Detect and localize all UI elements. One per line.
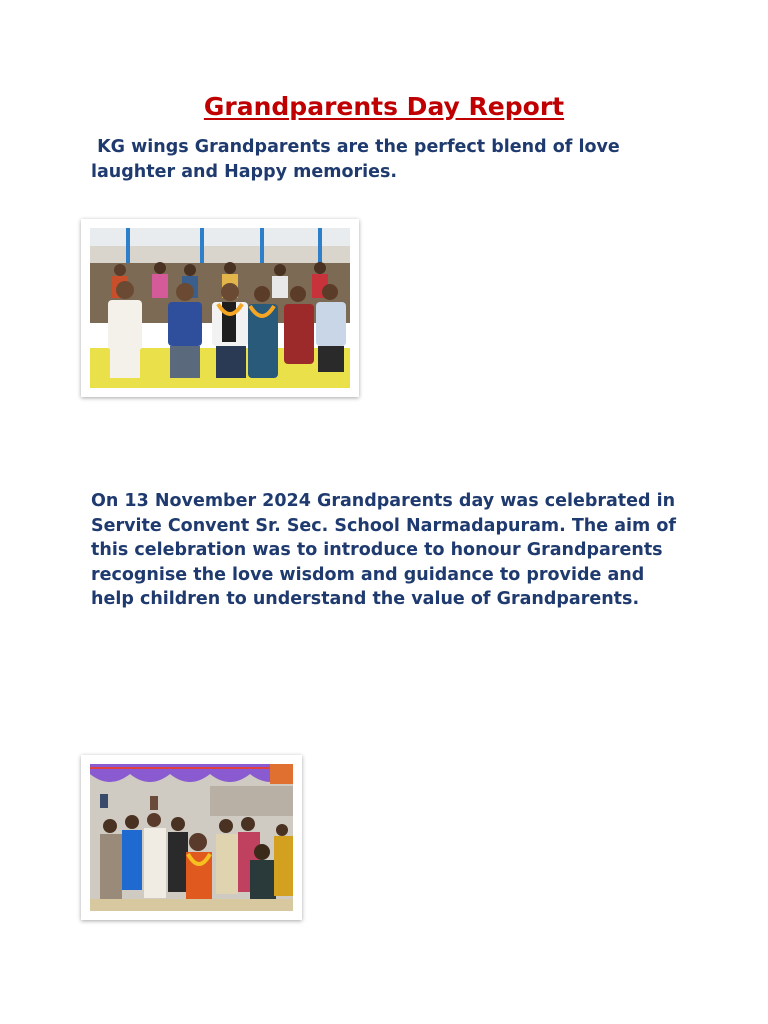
photo-welcome-ceremony-image — [90, 764, 293, 911]
photo-seated-grandparents-image — [90, 228, 350, 388]
photo-welcome-ceremony — [81, 755, 302, 920]
photo-seated-grandparents — [81, 219, 359, 397]
body-paragraph: On 13 November 2024 Grandparents day was celebrated in Servite Convent Sr. Sec. School Narmadapuram. The aim of this celebration was to introduce to honour Grandparents recognise the love wisdom and guidance to provide and help children to understand the value of Grandparents. — [91, 491, 683, 609]
intro-paragraph: KG wings Grandparents are the perfect blend of love laughter and Happy memories. — [91, 137, 626, 182]
page-title: Grandparents Day Report — [203, 92, 565, 121]
